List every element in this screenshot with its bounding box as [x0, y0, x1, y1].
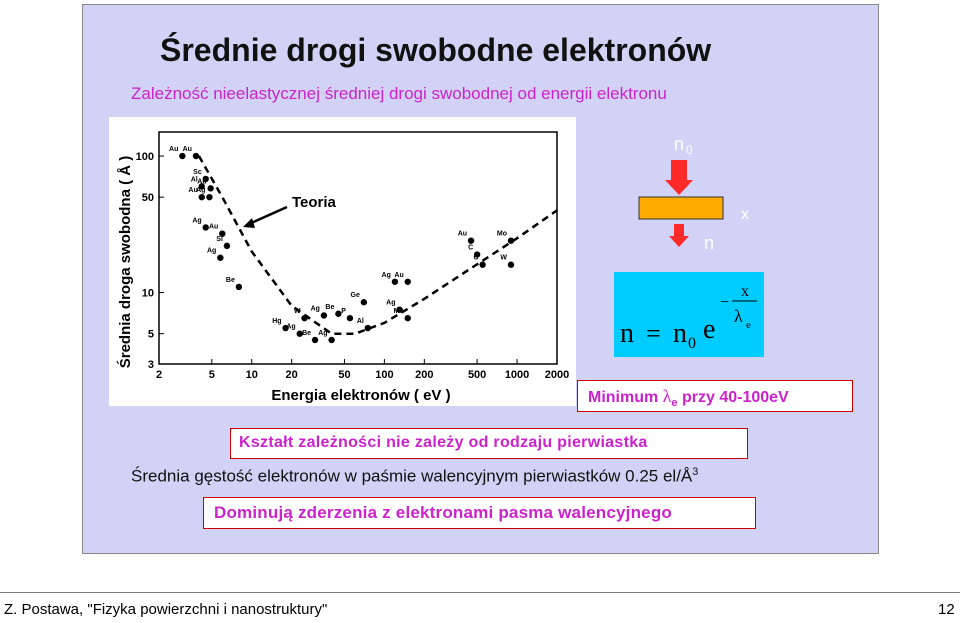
chart-data-points: [169, 146, 514, 343]
data-point: [193, 153, 199, 159]
data-point-label: Au: [457, 230, 468, 238]
data-point: [365, 325, 371, 331]
footer-author: Z. Postawa, "Fizyka powierzchni i nanostruktury": [4, 601, 328, 618]
data-point-label: Mo: [393, 308, 404, 316]
data-point-label: Ag: [196, 187, 206, 195]
formula-lambda: λ: [734, 306, 743, 326]
sample-slab: [639, 197, 723, 219]
data-point-label: Ag: [310, 305, 320, 313]
data-point-label: Au: [169, 146, 179, 154]
data-point: [479, 262, 485, 268]
theory-label: Teoria: [292, 194, 336, 211]
data-point-label: Ag: [192, 217, 202, 225]
formula-n: n: [620, 318, 634, 349]
data-point-label: Ag: [318, 329, 328, 337]
formula-svg: [614, 272, 764, 357]
y-tick-label: 50: [141, 192, 154, 205]
data-point-label: C: [468, 244, 474, 252]
formula-n0: n: [673, 318, 687, 349]
data-point: [217, 255, 223, 261]
data-point-label: W: [293, 308, 301, 316]
formula-e: e: [703, 314, 716, 345]
data-point: [468, 237, 474, 243]
data-point: [224, 243, 230, 249]
minimum-lambda-sub: e: [671, 397, 678, 410]
formula-equals: =: [646, 319, 661, 348]
data-point: [508, 262, 514, 268]
x-tick-label: 200: [415, 369, 434, 381]
footer-divider: [0, 592, 960, 593]
chart-theory-curve: [199, 156, 557, 334]
data-point: [203, 224, 209, 230]
data-point: [405, 315, 411, 321]
data-point: [392, 279, 398, 285]
data-point-label: Sc: [193, 168, 202, 176]
data-point: [361, 299, 367, 305]
depth-label: x: [741, 206, 749, 223]
x-tick-label: 10: [245, 369, 258, 381]
outgoing-arrow: [669, 224, 689, 247]
data-point-label: W: [500, 254, 507, 262]
x-tick-label: 100: [375, 369, 394, 381]
formula-x: x: [741, 283, 749, 300]
y-tick-label: 100: [135, 151, 154, 164]
y-tick-label: 10: [141, 287, 154, 300]
data-point: [321, 312, 327, 318]
formula-lambda-sub: e: [746, 319, 751, 331]
data-point: [199, 194, 205, 200]
data-point: [206, 194, 212, 200]
outgoing-label: n: [704, 233, 715, 253]
dominant-collisions-note: Dominują zderzenia z elektronami pasma walencyjnego: [203, 497, 756, 529]
x-tick-label: 500: [467, 369, 487, 381]
data-point-label: Be: [325, 303, 335, 311]
x-tick-label: 2: [155, 369, 163, 381]
y-tick-label: 5: [147, 328, 154, 341]
x-tick-label: 1000: [504, 369, 530, 381]
data-point-label: Au: [182, 146, 192, 154]
data-point-label: Al: [190, 176, 198, 184]
mean-free-path-chart: [109, 117, 576, 406]
data-point-label: Ag: [386, 299, 396, 307]
page-number: 12: [938, 601, 955, 618]
x-tick-label: 2000: [544, 369, 570, 381]
attenuation-diagram: [620, 125, 770, 260]
minimum-note: [577, 380, 853, 412]
data-point-label: Ge: [350, 292, 360, 300]
x-tick-label: 5: [208, 369, 215, 381]
data-point-label: C: [473, 254, 479, 262]
data-point-label: Be: [225, 276, 235, 284]
slide-subtitle: Zależność nieelastycznej średniej drogi swobodnej od energii elektronu: [131, 84, 667, 103]
data-point-label: Au: [197, 178, 207, 186]
electron-density-note: [131, 466, 698, 487]
chart-y-label: Średnia droga swobodna ( Å ): [117, 155, 134, 369]
mean-free-path-figure: [109, 117, 576, 406]
data-point-label: Ag: [207, 247, 217, 255]
data-point: [301, 315, 307, 321]
formula-minus: −: [720, 294, 730, 311]
density-text: Średnia gęstość elektronów w paśmie walencyjnym pierwiastków 0.25 el/Å: [131, 466, 693, 486]
incoming-arrow: [665, 160, 693, 195]
data-point: [405, 279, 411, 285]
data-point-label: Be: [302, 329, 312, 337]
data-point: [508, 237, 514, 243]
density-sup: 3: [692, 466, 699, 478]
data-point: [328, 337, 334, 343]
slide-title: Średnie drogi swobodne elektronów: [160, 32, 712, 68]
minimum-prefix: Minimum: [588, 389, 663, 406]
data-point: [207, 185, 213, 191]
data-point-label: Si: [216, 235, 223, 243]
shape-note: Kształt zależności nie zależy od rodzaju pierwiastka: [230, 428, 748, 459]
x-tick-label: 20: [285, 369, 298, 381]
minimum-suffix: przy 40-100eV: [677, 389, 789, 406]
incoming-label: n $_0$: [674, 134, 693, 157]
data-point-label: Mo: [496, 230, 507, 238]
theory-line: [199, 156, 557, 334]
data-point: [347, 315, 353, 321]
data-point-label: Au: [208, 223, 219, 231]
theory-annotation: [243, 194, 337, 228]
x-tick-label: 50: [338, 369, 351, 381]
data-point: [236, 284, 242, 290]
data-point: [312, 337, 318, 343]
data-point-label: Au: [394, 271, 404, 279]
formula-n0-sub: 0: [688, 335, 696, 352]
data-point-label: Hg: [272, 318, 282, 326]
data-point-label: Al: [356, 318, 364, 326]
data-point-label: Ag: [286, 323, 296, 331]
data-point-label: P: [341, 308, 346, 316]
minimum-lambda: λ: [662, 386, 672, 406]
data-point-label: Au: [188, 187, 198, 195]
data-point-label: Ag: [381, 271, 391, 279]
chart-frame: [159, 132, 557, 364]
attenuation-formula: [614, 272, 764, 357]
chart-x-label: Energia elektronów ( eV ): [271, 387, 451, 404]
data-point: [179, 153, 185, 159]
y-tick-label: 3: [147, 359, 154, 371]
